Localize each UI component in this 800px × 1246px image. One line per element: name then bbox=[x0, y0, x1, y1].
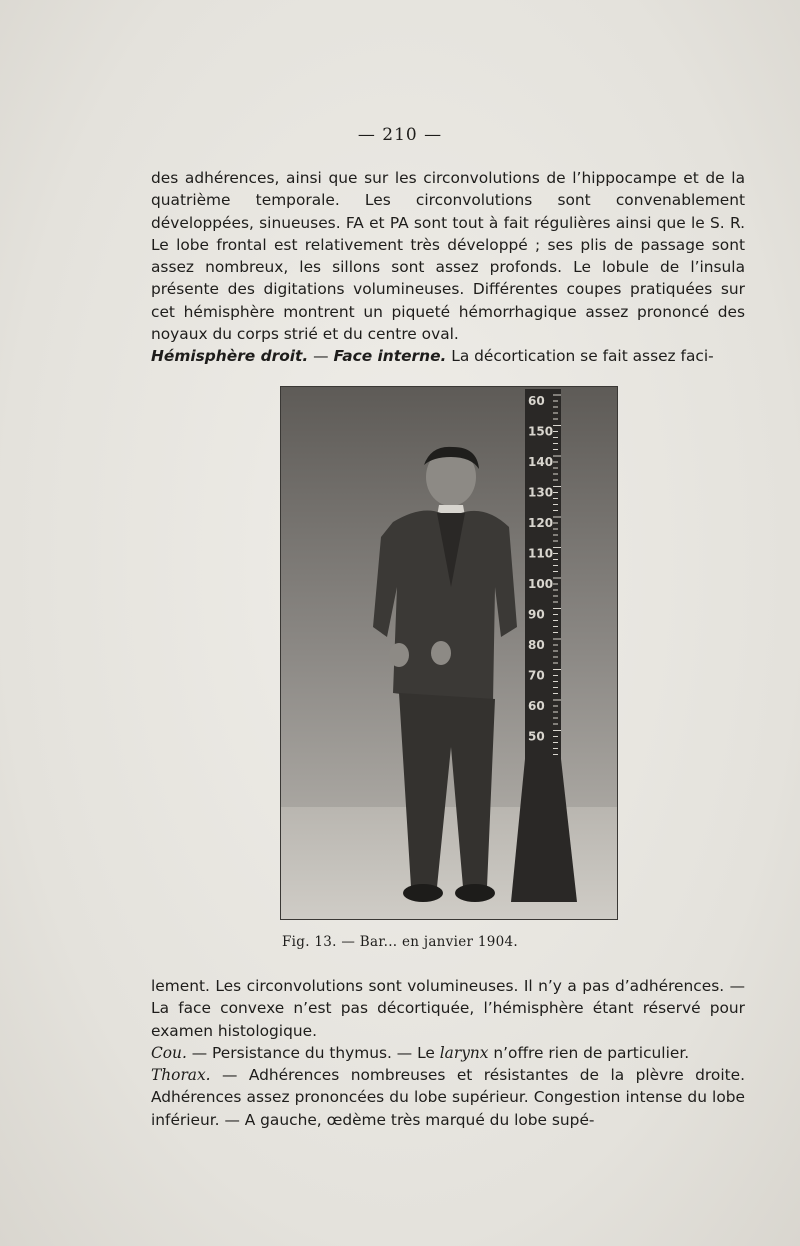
figure-caption: Fig. 13. — Bar... en janvier 1904. bbox=[282, 934, 518, 950]
paragraph-text: La décortication se fait assez faci- bbox=[446, 347, 714, 366]
paragraph bbox=[151, 345, 745, 367]
paragraph-text: n’offre rien de particulier. bbox=[488, 1043, 690, 1062]
paragraph: lement. Les circonvolutions sont volumineuses. Il n’y a pas d’adhérences. — La face convexe n’est pas décortiquée, l’hémisphère étant réservé pour examen histologique. bbox=[151, 977, 745, 1040]
scale-label: 90 bbox=[528, 607, 545, 622]
paragraph-text: — Adhérences nombreuses et résistantes de la plèvre droite. Adhérences assez prononcées du lobe supérieur. Congestion intense du lobe inférieur. — A gauche, œdème très marqué du lobe supé- bbox=[151, 1066, 745, 1129]
scale-label: 60 bbox=[528, 394, 545, 408]
section-heading: Hémisphère droit. bbox=[151, 347, 309, 366]
section-heading: Thorax. bbox=[151, 1066, 211, 1085]
section-heading: Cou. bbox=[151, 1043, 187, 1062]
scale-label: 140 bbox=[528, 455, 554, 469]
paragraph: des adhérences, ainsi que sur les circonvolutions de l’hippocampe et de la quatrième temporale. Les circonvolutions sont convenablement développées, sinueuses. FA et PA sont tout à fait régulières ainsi que le S. R. Le lobe frontal est relativement très développé ; ses plis de passage sont assez nombreux, les sillons sont assez profonds. Le lobule de l’insula présente des digitations volumineuses. Différentes coupes pratiquées sur cet hémisphère montrent un piqueté hémorrhagique assez prononcé des noyaux du corps strié et du centre oval. bbox=[151, 169, 745, 344]
separator: — bbox=[308, 347, 334, 366]
section-subheading: Face interne. bbox=[333, 347, 447, 366]
scale-label: 120 bbox=[528, 516, 554, 530]
scale-label: 60 bbox=[528, 699, 545, 713]
scale-label: 110 bbox=[528, 546, 554, 561]
photograph-image bbox=[281, 387, 617, 919]
scale-label: 150 bbox=[528, 424, 554, 439]
paragraph-text: — Persistance du thymus. — Le bbox=[186, 1043, 440, 1062]
text-block-bottom bbox=[151, 975, 745, 1131]
figure-photograph bbox=[280, 386, 618, 920]
paragraph bbox=[151, 1064, 745, 1131]
page-number: — 210 — bbox=[357, 125, 443, 145]
paragraph bbox=[151, 1042, 745, 1064]
scale-label: 80 bbox=[528, 638, 545, 652]
scale-label: 70 bbox=[528, 668, 545, 683]
text-block-top bbox=[151, 167, 745, 368]
term-italic: larynx bbox=[439, 1043, 489, 1062]
scale-label: 100 bbox=[528, 577, 554, 591]
scale-label: 50 bbox=[528, 729, 545, 744]
scale-label: 130 bbox=[528, 485, 554, 500]
